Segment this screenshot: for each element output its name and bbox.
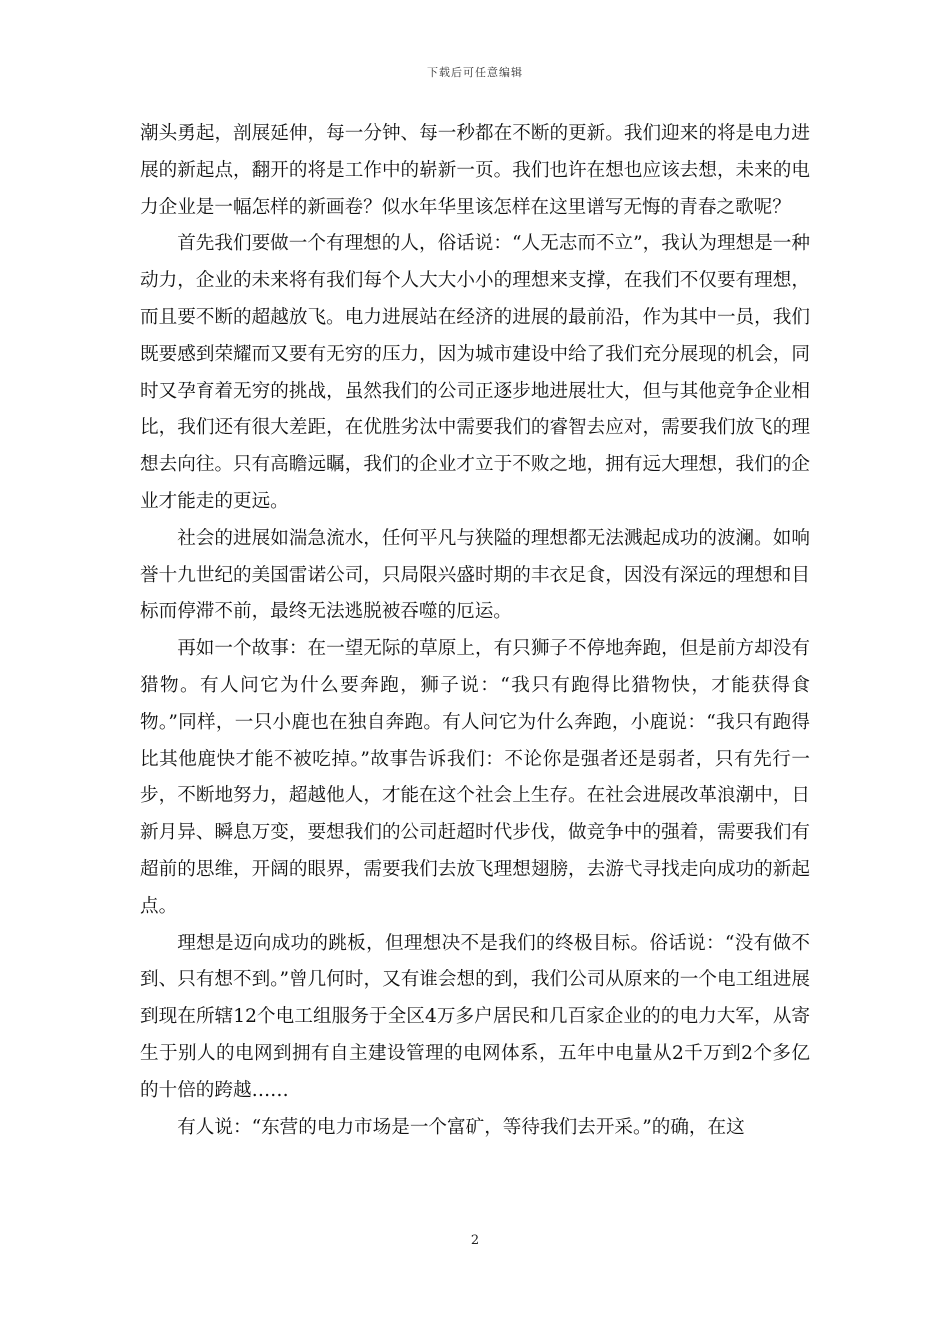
page-header: 下载后可任意编辑 [427, 66, 523, 79]
paragraph-4: 再如一个故事：在一望无际的草原上，有只狮子不停地奔跑，但是前方却没有猎物。有人问它为什么要奔跑，狮子说：“我只有跑得比猎物快，才能获得食物。”同样，一只小鹿也在独自奔跑。有人问它为什么奔跑，小鹿说：“我只有跑得比其他鹿快才能不被吃掉。”故事告诉我们：不论你是强者还是弱者，只有先行一步，不断地努力，超越他人，才能在这个社会上生存。在社会进展改革浪潮中，日新月异、瞬息万变，要想我们的公司赶超时代步伐，做竞争中的强着，需要我们有超前的思维，开阔的眼界，需要我们去放飞理想翅膀，去游弋寻找走向成功的新起点。 [140, 638, 810, 917]
page-number: 2 [470, 1233, 480, 1248]
paragraph-1: 潮头勇起，剖展延伸，每一分钟、每一秒都在不断的更新。我们迎来的将是电力进展的新起点，翻开的将是工作中的崭新一页。我们也许在想也应该去想，未来的电力企业是一幅怎样的新画卷？似水年华里该怎样在这里谱写无悔的青春之歌呢？ [140, 123, 810, 218]
paragraph-3: 社会的进展如湍急流水，任何平凡与狭隘的理想都无法溅起成功的波澜。如响誉十九世纪的美国雷诺公司，只局限兴盛时期的丰衣足食，因没有深远的理想和目标而停滞不前，最终无法逃脱被吞噬的厄运。 [140, 527, 810, 623]
paragraph-5: 理想是迈向成功的跳板，但理想决不是我们的终极目标。俗话说：“没有做不到、只有想不到。”曾几何时，又有谁会想的到，我们公司从原来的一个电工组进展到现在所辖12个电工组服务于全区4万多户居民和几百家企业的的电力大军，从寄生于别人的电网到拥有自主建设管理的电网体系，五年中电量从2千万到2个多亿的十倍的跨越…… [140, 932, 810, 1101]
paragraph-2: 首先我们要做一个有理想的人，俗话说：“人无志而不立”，我认为理想是一种动力，企业的未来将有我们每个人大大小小的理想来支撑，在我们不仅要有理想，而且要不断的超越放飞。电力进展站在经济的进展的最前沿，作为其中一员，我们既要感到荣耀而又要有无穷的压力，因为城市建设中给了我们充分展现的机会，同时又孕育着无穷的挑战，虽然我们的公司正逐步地进展壮大，但与其他竞争企业相比，我们还有很大差距，在优胜劣汰中需要我们的睿智去应对，需要我们放飞的理想去向往。只有高瞻远瞩，我们的企业才立于不败之地，拥有远大理想，我们的企业才能走的更远。 [140, 233, 810, 512]
document-body [140, 116, 810, 1146]
paragraph-6: 有人说：“东营的电力市场是一个富矿，等待我们去开采。”的确，在这 [177, 1116, 745, 1138]
